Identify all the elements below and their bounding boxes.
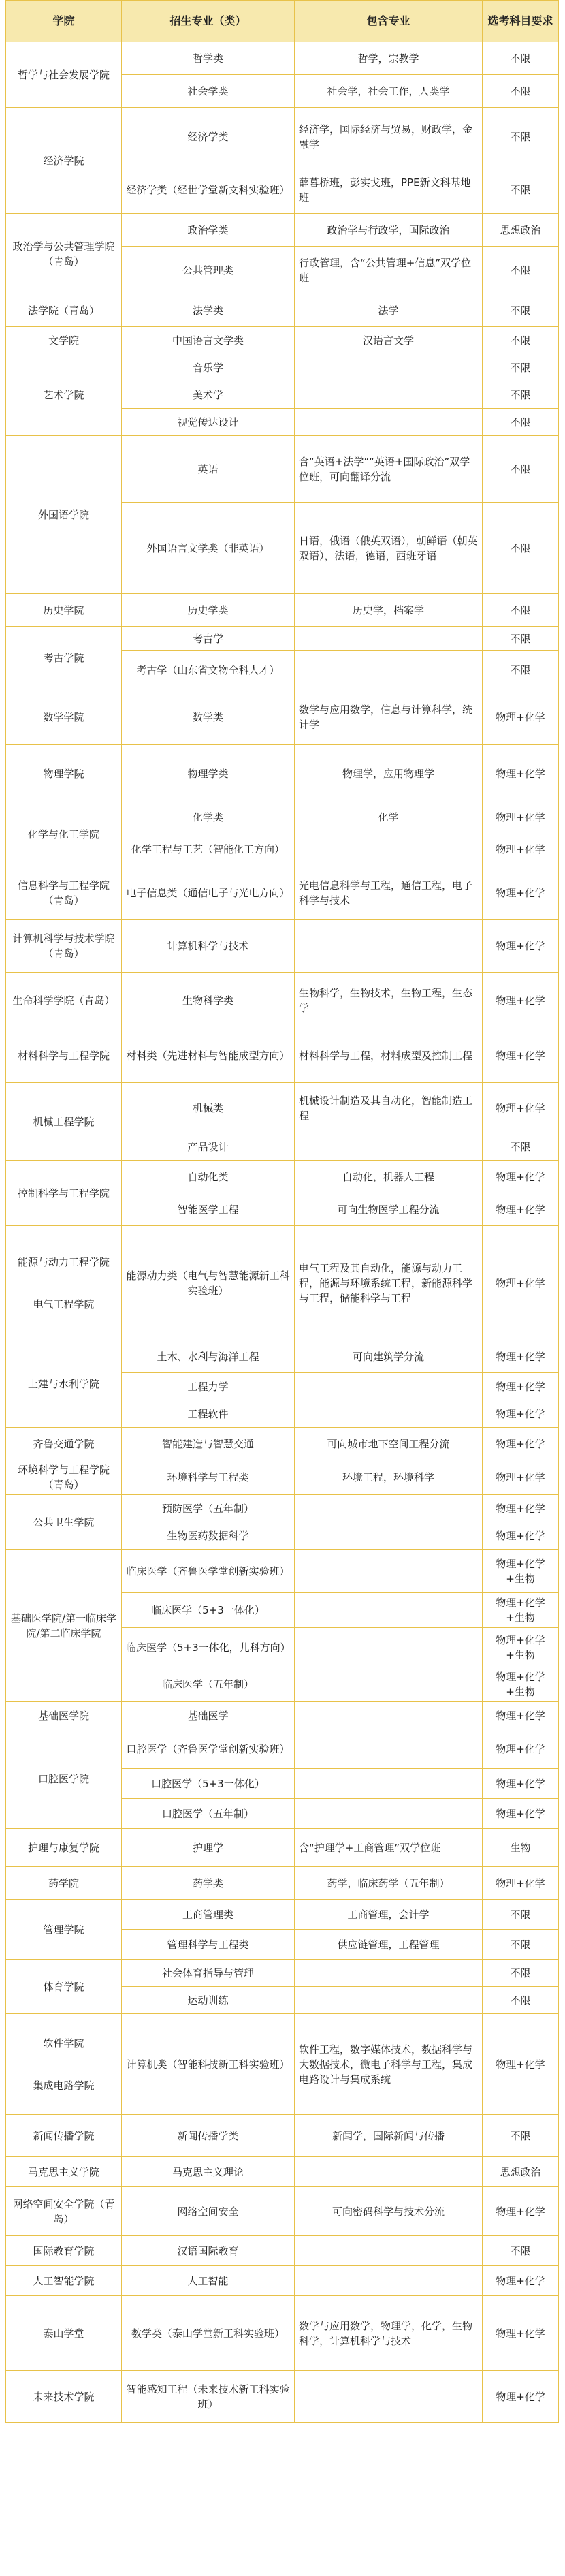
included-majors-cell: 材料科学与工程，材料成型及控制工程 xyxy=(295,1028,483,1083)
subject-requirement-cell: 不限 xyxy=(483,409,559,436)
table-row xyxy=(6,1340,559,1373)
college-cell xyxy=(6,2157,122,2187)
major-cell: 新闻传播学类 xyxy=(122,2115,295,2157)
major-cell: 经济学类（经世学堂新文科实验班） xyxy=(122,166,295,214)
table-row xyxy=(6,436,559,503)
subject-requirement-cell: 物理+化学 xyxy=(483,866,559,920)
major-cell: 护理学 xyxy=(122,1829,295,1867)
included-majors-cell: 可向生物医学工程分流 xyxy=(295,1193,483,1226)
subject-requirement-cell: 物理+化学 xyxy=(483,1373,559,1400)
college-cell xyxy=(6,2014,122,2115)
college-name: 基础医学院 xyxy=(37,1709,89,1722)
table-row xyxy=(6,802,559,832)
major-cell: 政治学类 xyxy=(122,214,295,247)
major-cell: 公共管理类 xyxy=(122,247,295,294)
subject-requirement-cell: 不限 xyxy=(483,381,559,409)
college-cell xyxy=(6,1702,122,1729)
table-row xyxy=(6,294,559,327)
included-majors-cell xyxy=(295,920,483,973)
college-name: 数学学院 xyxy=(43,710,84,723)
header-requirement: 选考科目要求 xyxy=(483,1,559,42)
college-name: 公共卫生学院 xyxy=(33,1515,95,1528)
college-cell xyxy=(6,294,122,327)
subject-requirement-cell: 思想政治 xyxy=(483,2157,559,2187)
college-name: 药学院 xyxy=(48,1876,79,1889)
major-cell: 外国语言文学类（非英语） xyxy=(122,503,295,594)
included-majors-cell xyxy=(295,1593,483,1628)
college-cell xyxy=(6,2236,122,2266)
major-cell: 生物医药数据科学 xyxy=(122,1522,295,1550)
included-majors-cell: 社会学，社会工作，人类学 xyxy=(295,75,483,108)
major-cell: 口腔医学（齐鲁医学堂创新实验班） xyxy=(122,1729,295,1769)
college-name: 文学院 xyxy=(48,334,79,347)
college-cell xyxy=(6,327,122,354)
included-majors-cell: 数学与应用数学，物理学，化学，生物科学，计算机科学与技术 xyxy=(295,2296,483,2371)
major-cell: 物理学类 xyxy=(122,745,295,802)
college-cell xyxy=(6,2187,122,2236)
subject-requirement-cell: 物理+化学+生物 xyxy=(483,1667,559,1702)
college-name: 人工智能学院 xyxy=(33,2274,95,2287)
subject-requirement-cell: 不限 xyxy=(483,1900,559,1930)
included-majors-cell: 新闻学，国际新闻与传播 xyxy=(295,2115,483,2157)
included-majors-cell xyxy=(295,1550,483,1593)
college-name: 土建与水利学院 xyxy=(27,1377,99,1390)
included-majors-cell xyxy=(295,409,483,436)
major-cell: 土木、水利与海洋工程 xyxy=(122,1340,295,1373)
admission-table xyxy=(5,0,559,2423)
subject-requirement-cell: 不限 xyxy=(483,247,559,294)
included-majors-cell xyxy=(295,651,483,689)
college-cell xyxy=(6,2115,122,2157)
major-cell: 口腔医学（五年制） xyxy=(122,1799,295,1829)
included-majors-cell: 可向密码科学与技术分流 xyxy=(295,2187,483,2236)
major-cell: 工商管理类 xyxy=(122,1900,295,1930)
college-cell xyxy=(6,802,122,866)
table-row xyxy=(6,1083,559,1133)
subject-requirement-cell: 物理+化学 xyxy=(483,689,559,745)
major-cell: 临床医学（5+3一体化） xyxy=(122,1593,295,1628)
table-row xyxy=(6,1161,559,1193)
subject-requirement-cell: 不限 xyxy=(483,2236,559,2266)
included-majors-cell: 工商管理，会计学 xyxy=(295,1900,483,1930)
table-row xyxy=(6,2296,559,2371)
table-row xyxy=(6,2014,559,2115)
subject-requirement-cell: 物理+化学 xyxy=(483,1702,559,1729)
table-row xyxy=(6,1460,559,1495)
major-cell: 预防医学（五年制） xyxy=(122,1495,295,1522)
major-cell: 经济学类 xyxy=(122,108,295,166)
subject-requirement-cell: 物理+化学 xyxy=(483,2296,559,2371)
college-cell xyxy=(6,2296,122,2371)
college-cell xyxy=(6,1550,122,1702)
college-name: 未来技术学院 xyxy=(33,2390,95,2403)
college-name: 基础医学院/第一临床学院/第二临床学院 xyxy=(10,1612,117,1639)
included-majors-cell: 法学 xyxy=(295,294,483,327)
college-cell xyxy=(6,594,122,627)
table-row xyxy=(6,2187,559,2236)
subject-requirement-cell: 物理+化学 xyxy=(483,2014,559,2115)
subject-requirement-cell: 物理+化学 xyxy=(483,920,559,973)
college-name: 集成电路学院 xyxy=(33,2079,95,2092)
major-cell: 法学类 xyxy=(122,294,295,327)
major-cell: 英语 xyxy=(122,436,295,503)
subject-requirement-cell: 物理+化学 xyxy=(483,1226,559,1340)
included-majors-cell: 可向建筑学分流 xyxy=(295,1340,483,1373)
college-name: 体育学院 xyxy=(43,1980,84,1993)
college-name: 齐鲁交通学院 xyxy=(33,1437,95,1450)
college-cell xyxy=(6,745,122,802)
subject-requirement-cell: 不限 xyxy=(483,354,559,381)
college-cell xyxy=(6,1867,122,1900)
subject-requirement-cell: 物理+化学 xyxy=(483,1460,559,1495)
college-name: 考古学院 xyxy=(43,651,84,664)
major-cell: 视觉传达设计 xyxy=(122,409,295,436)
major-cell: 美术学 xyxy=(122,381,295,409)
major-cell: 电子信息类（通信电子与光电方向） xyxy=(122,866,295,920)
included-majors-cell xyxy=(295,2371,483,2423)
college-name: 管理学院 xyxy=(43,1923,84,1936)
college-name: 物理学院 xyxy=(43,767,84,780)
major-cell: 工程力学 xyxy=(122,1373,295,1400)
included-majors-cell: 汉语言文学 xyxy=(295,327,483,354)
subject-requirement-cell: 物理+化学 xyxy=(483,1400,559,1428)
college-name: 电气工程学院 xyxy=(33,1298,95,1310)
header-college: 学院 xyxy=(6,1,122,42)
major-cell: 化学类 xyxy=(122,802,295,832)
major-cell: 考古学（山东省文物全科人才） xyxy=(122,651,295,689)
college-cell xyxy=(6,920,122,973)
major-cell: 智能医学工程 xyxy=(122,1193,295,1226)
table-row xyxy=(6,1729,559,1769)
table-row xyxy=(6,745,559,802)
college-cell xyxy=(6,1340,122,1428)
college-cell xyxy=(6,1900,122,1960)
college-name: 马克思主义学院 xyxy=(27,2165,99,2178)
subject-requirement-cell: 不限 xyxy=(483,294,559,327)
subject-requirement-cell: 物理+化学 xyxy=(483,1522,559,1550)
college-cell xyxy=(6,1161,122,1226)
major-cell: 临床医学（五年制） xyxy=(122,1667,295,1702)
included-majors-cell xyxy=(295,1400,483,1428)
major-cell: 网络空间安全 xyxy=(122,2187,295,2236)
table-row xyxy=(6,2236,559,2266)
college-cell xyxy=(6,2371,122,2423)
major-cell: 工程软件 xyxy=(122,1400,295,1428)
subject-requirement-cell: 物理+化学 xyxy=(483,1340,559,1373)
table-row xyxy=(6,627,559,651)
admission-table-container xyxy=(5,0,558,2423)
subject-requirement-cell: 不限 xyxy=(483,436,559,503)
college-name: 网络空间安全学院（青岛） xyxy=(12,2197,115,2225)
included-majors-cell xyxy=(295,2236,483,2266)
included-majors-cell xyxy=(295,1987,483,2014)
included-majors-cell: 环境工程，环境科学 xyxy=(295,1460,483,1495)
table-row xyxy=(6,2371,559,2423)
subject-requirement-cell: 物理+化学 xyxy=(483,745,559,802)
table-row xyxy=(6,594,559,627)
college-cell xyxy=(6,1495,122,1550)
major-cell: 临床医学（5+3一体化，儿科方向） xyxy=(122,1628,295,1667)
included-majors-cell: 含“英语+法学”“英语+国际政治”双学位班，可向翻译分流 xyxy=(295,436,483,503)
subject-requirement-cell: 不限 xyxy=(483,651,559,689)
included-majors-cell xyxy=(295,2266,483,2296)
college-name: 能源与动力工程学院 xyxy=(17,1255,110,1268)
included-majors-cell: 软件工程，数字媒体技术，数据科学与大数据技术，微电子科学与工程，集成电路设计与集成系统 xyxy=(295,2014,483,2115)
subject-requirement-cell: 不限 xyxy=(483,594,559,627)
included-majors-cell: 机械设计制造及其自动化，智能制造工程 xyxy=(295,1083,483,1133)
college-name: 经济学院 xyxy=(43,154,84,167)
major-cell: 数学类 xyxy=(122,689,295,745)
major-cell: 马克思主义理论 xyxy=(122,2157,295,2187)
included-majors-cell: 供应链管理，工程管理 xyxy=(295,1930,483,1960)
table-row xyxy=(6,2266,559,2296)
major-cell: 音乐学 xyxy=(122,354,295,381)
included-majors-cell: 自动化，机器人工程 xyxy=(295,1161,483,1193)
major-cell: 材料类（先进材料与智能成型方向） xyxy=(122,1028,295,1083)
college-name: 法学院（青岛） xyxy=(27,304,99,317)
table-row xyxy=(6,1495,559,1522)
included-majors-cell: 药学，临床药学（五年制） xyxy=(295,1867,483,1900)
table-row xyxy=(6,42,559,75)
subject-requirement-cell: 不限 xyxy=(483,1930,559,1960)
table-row xyxy=(6,920,559,973)
included-majors-cell: 经济学，国际经济与贸易，财政学，金融学 xyxy=(295,108,483,166)
header-included: 包含专业 xyxy=(295,1,483,42)
included-majors-cell: 生物科学，生物技术，生物工程，生态学 xyxy=(295,973,483,1028)
major-cell: 化学工程与工艺（智能化工方向） xyxy=(122,832,295,866)
subject-requirement-cell: 物理+化学 xyxy=(483,2266,559,2296)
college-cell xyxy=(6,436,122,594)
subject-requirement-cell: 不限 xyxy=(483,1987,559,2014)
college-name: 政治学与公共管理学院（青岛） xyxy=(12,240,115,268)
included-majors-cell: 含“护理学+工商管理”双学位班 xyxy=(295,1829,483,1867)
college-name: 控制科学与工程学院 xyxy=(17,1187,110,1199)
college-cell xyxy=(6,1428,122,1460)
college-name: 生命科学学院（青岛） xyxy=(12,994,115,1007)
major-cell: 智能感知工程（未来技术新工科实验班） xyxy=(122,2371,295,2423)
subject-requirement-cell: 物理+化学 xyxy=(483,1769,559,1799)
major-cell: 能源动力类（电气与智慧能源新工科实验班） xyxy=(122,1226,295,1340)
subject-requirement-cell: 不限 xyxy=(483,108,559,166)
included-majors-cell xyxy=(295,1702,483,1729)
college-name: 护理与康复学院 xyxy=(27,1841,99,1854)
major-cell: 考古学 xyxy=(122,627,295,651)
subject-requirement-cell: 物理+化学 xyxy=(483,802,559,832)
major-cell: 计算机科学与技术 xyxy=(122,920,295,973)
subject-requirement-cell: 不限 xyxy=(483,75,559,108)
included-majors-cell: 哲学，宗教学 xyxy=(295,42,483,75)
major-cell: 基础医学 xyxy=(122,1702,295,1729)
college-name: 软件学院 xyxy=(43,2037,84,2049)
table-row xyxy=(6,1702,559,1729)
included-majors-cell: 化学 xyxy=(295,802,483,832)
subject-requirement-cell: 物理+化学+生物 xyxy=(483,1550,559,1593)
college-name: 艺术学院 xyxy=(43,388,84,401)
included-majors-cell xyxy=(295,1729,483,1769)
subject-requirement-cell: 不限 xyxy=(483,166,559,214)
college-name: 材料科学与工程学院 xyxy=(17,1049,110,1062)
subject-requirement-cell: 物理+化学 xyxy=(483,1161,559,1193)
major-cell: 社会体育指导与管理 xyxy=(122,1960,295,1987)
subject-requirement-cell: 物理+化学 xyxy=(483,1428,559,1460)
included-majors-cell xyxy=(295,1133,483,1161)
subject-requirement-cell: 不限 xyxy=(483,627,559,651)
subject-requirement-cell: 不限 xyxy=(483,1960,559,1987)
subject-requirement-cell: 不限 xyxy=(483,503,559,594)
college-name: 信息科学与工程学院（青岛） xyxy=(17,879,110,907)
college-cell xyxy=(6,973,122,1028)
included-majors-cell xyxy=(295,1769,483,1799)
table-row xyxy=(6,1960,559,1987)
subject-requirement-cell: 物理+化学 xyxy=(483,1028,559,1083)
college-cell xyxy=(6,1226,122,1340)
table-row xyxy=(6,327,559,354)
major-cell: 管理科学与工程类 xyxy=(122,1930,295,1960)
subject-requirement-cell: 物理+化学 xyxy=(483,973,559,1028)
major-cell: 智能建造与智慧交通 xyxy=(122,1428,295,1460)
major-cell: 口腔医学（5+3一体化） xyxy=(122,1769,295,1799)
table-header-row xyxy=(6,1,559,42)
college-cell xyxy=(6,354,122,436)
table-row xyxy=(6,1226,559,1340)
subject-requirement-cell: 物理+化学+生物 xyxy=(483,1628,559,1667)
subject-requirement-cell: 物理+化学 xyxy=(483,1729,559,1769)
college-name: 机械工程学院 xyxy=(33,1115,95,1128)
major-cell: 药学类 xyxy=(122,1867,295,1900)
included-majors-cell xyxy=(295,832,483,866)
included-majors-cell xyxy=(295,1799,483,1829)
college-cell xyxy=(6,627,122,689)
included-majors-cell xyxy=(295,1667,483,1702)
major-cell: 自动化类 xyxy=(122,1161,295,1193)
included-majors-cell: 政治学与行政学，国际政治 xyxy=(295,214,483,247)
subject-requirement-cell: 不限 xyxy=(483,1133,559,1161)
college-cell xyxy=(6,108,122,214)
college-cell xyxy=(6,1729,122,1829)
major-cell: 人工智能 xyxy=(122,2266,295,2296)
included-majors-cell xyxy=(295,381,483,409)
subject-requirement-cell: 物理+化学 xyxy=(483,832,559,866)
subject-requirement-cell: 不限 xyxy=(483,42,559,75)
included-majors-cell xyxy=(295,2157,483,2187)
major-cell: 机械类 xyxy=(122,1083,295,1133)
college-name: 外国语学院 xyxy=(37,508,89,521)
college-name: 化学与化工学院 xyxy=(27,828,99,841)
subject-requirement-cell: 物理+化学 xyxy=(483,1083,559,1133)
subject-requirement-cell: 生物 xyxy=(483,1829,559,1867)
included-majors-cell: 历史学，档案学 xyxy=(295,594,483,627)
subject-requirement-cell: 不限 xyxy=(483,327,559,354)
table-row xyxy=(6,354,559,381)
college-cell xyxy=(6,1960,122,2014)
major-cell: 环境科学与工程类 xyxy=(122,1460,295,1495)
college-name: 环境科学与工程学院（青岛） xyxy=(17,1464,110,1491)
table-row xyxy=(6,1550,559,1593)
major-cell: 计算机类（智能科技新工科实验班） xyxy=(122,2014,295,2115)
major-cell: 数学类（泰山学堂新工科实验班） xyxy=(122,2296,295,2371)
table-row xyxy=(6,1867,559,1900)
major-cell: 生物科学类 xyxy=(122,973,295,1028)
included-majors-cell: 行政管理，含“公共管理+信息”双学位班 xyxy=(295,247,483,294)
college-cell xyxy=(6,214,122,294)
college-cell xyxy=(6,1083,122,1161)
college-cell xyxy=(6,866,122,920)
subject-requirement-cell: 物理+化学 xyxy=(483,1495,559,1522)
included-majors-cell xyxy=(295,1373,483,1400)
major-cell: 运动训练 xyxy=(122,1987,295,2014)
table-row xyxy=(6,866,559,920)
table-row xyxy=(6,2157,559,2187)
college-cell xyxy=(6,689,122,745)
college-cell xyxy=(6,1028,122,1083)
college-name: 历史学院 xyxy=(43,603,84,616)
table-row xyxy=(6,1829,559,1867)
college-cell xyxy=(6,1460,122,1495)
college-name: 计算机科学与技术学院（青岛） xyxy=(12,932,115,960)
table-row xyxy=(6,108,559,166)
header-major: 招生专业（类） xyxy=(122,1,295,42)
college-cell xyxy=(6,2266,122,2296)
table-row xyxy=(6,1900,559,1930)
table-row xyxy=(6,214,559,247)
major-cell: 中国语言文学类 xyxy=(122,327,295,354)
subject-requirement-cell: 物理+化学 xyxy=(483,2187,559,2236)
college-cell xyxy=(6,1829,122,1867)
college-name: 泰山学堂 xyxy=(43,2327,84,2340)
included-majors-cell xyxy=(295,1960,483,1987)
subject-requirement-cell: 物理+化学 xyxy=(483,1867,559,1900)
included-majors-cell xyxy=(295,354,483,381)
included-majors-cell: 电气工程及其自动化，能源与动力工程，能源与环境系统工程，新能源科学与工程，储能科学与工程 xyxy=(295,1226,483,1340)
college-name: 国际教育学院 xyxy=(33,2244,95,2257)
included-majors-cell xyxy=(295,1628,483,1667)
major-cell: 社会学类 xyxy=(122,75,295,108)
included-majors-cell: 日语，俄语（俄英双语），朝鲜语（朝英双语），法语，德语，西班牙语 xyxy=(295,503,483,594)
table-row xyxy=(6,1028,559,1083)
major-cell: 汉语国际教育 xyxy=(122,2236,295,2266)
subject-requirement-cell: 物理+化学 xyxy=(483,1193,559,1226)
included-majors-cell: 物理学，应用物理学 xyxy=(295,745,483,802)
included-majors-cell: 可向城市地下空间工程分流 xyxy=(295,1428,483,1460)
subject-requirement-cell: 思想政治 xyxy=(483,214,559,247)
major-cell: 临床医学（齐鲁医学堂创新实验班） xyxy=(122,1550,295,1593)
included-majors-cell: 数学与应用数学，信息与计算科学，统计学 xyxy=(295,689,483,745)
table-row xyxy=(6,2115,559,2157)
included-majors-cell xyxy=(295,1522,483,1550)
table-row xyxy=(6,689,559,745)
subject-requirement-cell: 物理+化学 xyxy=(483,2371,559,2423)
included-majors-cell xyxy=(295,1495,483,1522)
subject-requirement-cell: 物理+化学 xyxy=(483,1799,559,1829)
major-cell: 历史学类 xyxy=(122,594,295,627)
college-name: 哲学与社会发展学院 xyxy=(17,68,110,81)
included-majors-cell xyxy=(295,627,483,651)
included-majors-cell: 光电信息科学与工程，通信工程，电子科学与技术 xyxy=(295,866,483,920)
major-cell: 产品设计 xyxy=(122,1133,295,1161)
subject-requirement-cell: 不限 xyxy=(483,2115,559,2157)
table-row xyxy=(6,1428,559,1460)
major-cell: 哲学类 xyxy=(122,42,295,75)
subject-requirement-cell: 物理+化学+生物 xyxy=(483,1593,559,1628)
college-name: 新闻传播学院 xyxy=(33,2129,95,2142)
included-majors-cell: 薛暮桥班，彭实戈班，PPE新文科基地班 xyxy=(295,166,483,214)
college-name: 口腔医学院 xyxy=(37,1772,89,1785)
college-cell xyxy=(6,42,122,108)
table-row xyxy=(6,973,559,1028)
